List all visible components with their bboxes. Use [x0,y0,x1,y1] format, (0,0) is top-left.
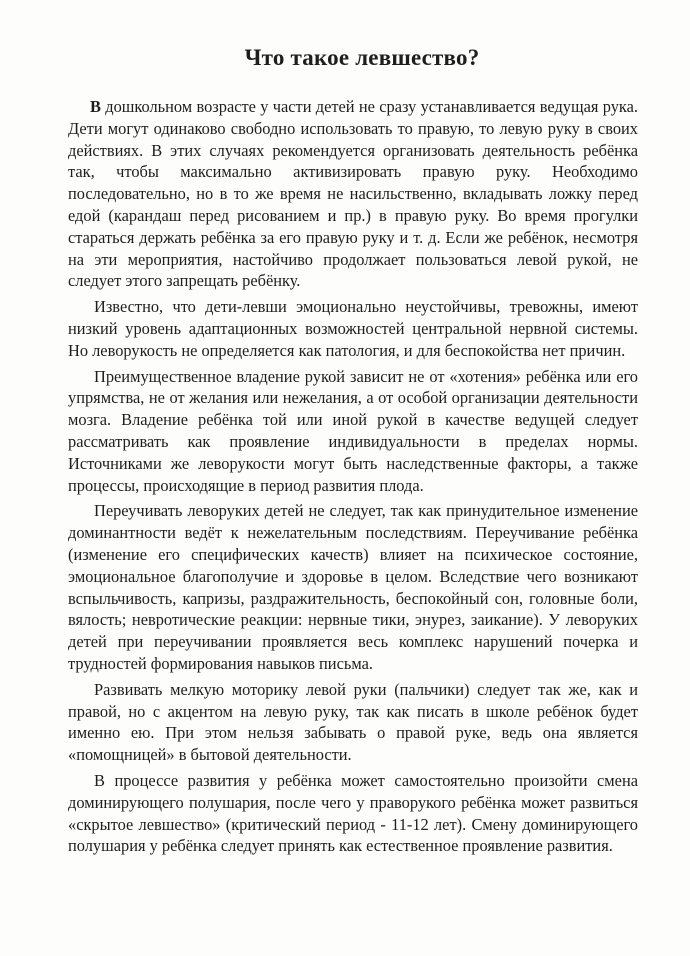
paragraph-4: Переучивать леворуких детей не следует, так как принудительное изменение доминантности ведёт к нежелательным последствиям. Переучивание ребёнка (изменение его специфических качеств) влияет на психическое состояние, эмоциональное благополучие и здоровье в целом. Вследствие чего возникают вспыльчивость, капризы, раздражительность, беспокойный сон, головные боли, вялость; невротические реакции: нервные тики, энурез, заикание). У леворуких детей при переучивании проявляется весь комплекс нарушений почерка и трудностей формирования навыков письма. [68,501,638,673]
paragraph-6: В процессе развития у ребёнка может самостоятельно произойти смена доминирующего полушария, после чего у праворукого ребёнка может развиться «скрытое левшество» (критический период - 11-12 лет). Смену доминирующего полушария у ребёнка следует принять как естественное проявление развития. [68,770,638,856]
page-title: Что такое левшество? [244,45,480,70]
paragraph-1-lead-letter: В [90,97,101,116]
paragraph-3: Преимущественное владение рукой зависит не от «хотения» ребёнка или его упрямства, не от желания или нежелания, а от особой организации деятельности мозга. Владение ребёнка той или иной рукой в качестве ведущей следует рассматривать как проявление индивидуальности в пределах нормы. Источниками же леворукости могут быть наследственные факторы, а также процессы, происходящие в период развития плода. [68,366,638,495]
paragraph-1 [68,96,638,292]
paragraph-2: Известно, что дети-левши эмоционально неустойчивы, тревожны, имеют низкий уровень адаптационных возможностей центральной нервной системы. Но леворукость не определяется как патология, и для беспокойства нет причин. [68,297,638,360]
paragraph-1-text: дошкольном возрасте у части детей не сразу устанавливается ведущая рука. Дети могут одинаково свободно использовать то правую, то левую руку в своих действиях. В этих случаях рекомендуется организовать деятельность ребёнка так, чтобы максимально активизировать правую руку. Необходимо последовательно, но в то же время не насильственно, вкладывать ложку перед едой (карандаш перед рисованием и пр.) в правую руку. Во время прогулки стараться держать ребёнка за его правую руку и т. д. Если же ребёнок, несмотря на эти мероприятия, настойчиво продолжает пользоваться левой рукой, не следует этого запрещать ребёнку. [68,97,638,291]
paragraph-5: Развивать мелкую моторику левой руки (пальчики) следует так же, как и правой, но с акцентом на левую руку, так как писать в школе ребёнок будет именно ею. При этом нельзя забывать о правой руке, ведь она является «помощницей» в бытовой деятельности. [68,679,638,765]
